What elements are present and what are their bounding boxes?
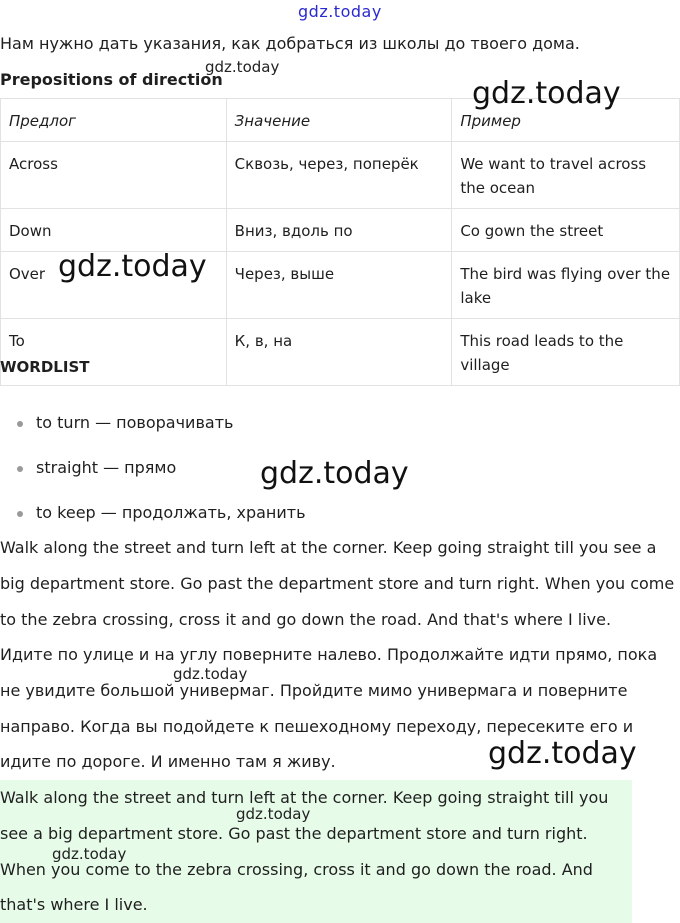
watermark: gdz.today bbox=[173, 665, 248, 683]
intro-text: Нам нужно дать указания, как добраться из школы до твоего дома. bbox=[0, 34, 580, 53]
watermark: gdz.today bbox=[52, 845, 127, 863]
table-header-cell: Значение bbox=[226, 99, 452, 142]
watermark: gdz.today bbox=[260, 456, 409, 491]
table-cell: The bird was flying over the lake bbox=[452, 252, 680, 319]
table-header-cell: Пример bbox=[452, 99, 680, 142]
table-cell: This road leads to the village bbox=[452, 319, 680, 386]
bullet-icon bbox=[17, 421, 23, 427]
list-item bbox=[0, 490, 306, 535]
watermark-top: gdz.today bbox=[298, 2, 382, 21]
section-title: Prepositions of direction bbox=[0, 70, 223, 89]
watermark: gdz.today bbox=[472, 76, 621, 111]
watermark: gdz.today bbox=[488, 736, 637, 771]
table-cell: Через, выше bbox=[226, 252, 452, 319]
list-item-text: straight — прямо bbox=[36, 458, 177, 477]
table-cell: Down bbox=[1, 209, 227, 252]
list-item-text: to turn — поворачивать bbox=[36, 413, 234, 432]
table-cell: Across bbox=[1, 142, 227, 209]
paragraph-highlighted: Walk along the street and turn left at the corner. Keep going straight till you see a big department store. Go past the department store and turn right. When you come to the zebra crossing, cross it and go down the road. And that's where I live. bbox=[0, 788, 609, 915]
table-row bbox=[1, 319, 680, 386]
table-cell: Over bbox=[1, 252, 227, 319]
watermark: gdz.today bbox=[205, 58, 280, 76]
table-cell: To bbox=[1, 319, 227, 386]
paragraph-russian: Идите по улице и на углу поверните налево. Продолжайте идти прямо, пока не увидите большой универмаг. Пройдите мимо универмага и поверните направо. Когда вы подойдете к пешеходному переходу, пересеките его и идите по дороге. И именно там я живу. bbox=[0, 645, 658, 772]
prepositions-table bbox=[0, 98, 680, 386]
list-item bbox=[0, 400, 306, 445]
paragraph-english: Walk along the street and turn left at the corner. Keep going straight till you see a big department store. Go past the department store and turn right. When you come to the zebra crossing, cross it and go down the road. And that's where I live. bbox=[0, 538, 675, 629]
watermark: gdz.today bbox=[58, 249, 207, 284]
table-cell: We want to travel across the ocean bbox=[452, 142, 680, 209]
wordlist-title: WORDLIST bbox=[0, 358, 90, 376]
bullet-icon bbox=[17, 466, 23, 472]
table-row bbox=[1, 209, 680, 252]
table-row bbox=[1, 142, 680, 209]
watermark: gdz.today bbox=[236, 805, 311, 823]
list-item-text: to keep — продолжать, хранить bbox=[36, 503, 306, 522]
table-cell: Co gown the street bbox=[452, 209, 680, 252]
bullet-icon bbox=[17, 511, 23, 517]
table-header-cell: Предлог bbox=[1, 99, 227, 142]
table-cell: Вниз, вдоль по bbox=[226, 209, 452, 252]
table-cell: Сквозь, через, поперёк bbox=[226, 142, 452, 209]
table-cell: К, в, на bbox=[226, 319, 452, 386]
